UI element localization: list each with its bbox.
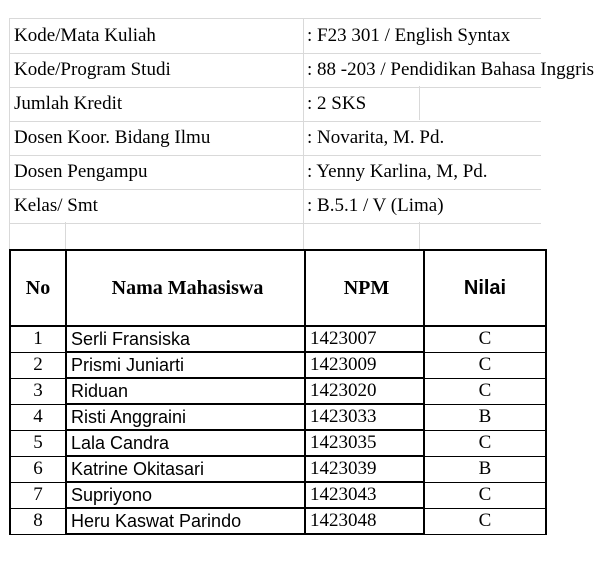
table-row — [10, 326, 546, 352]
cell-npm: 1423039 — [305, 456, 424, 482]
table-row — [10, 430, 546, 456]
cell-name: Risti Anggraini — [66, 404, 305, 430]
info-row-program — [9, 53, 594, 88]
info-label: Dosen Koor. Bidang Ilmu — [14, 127, 211, 148]
info-row-credits — [9, 87, 541, 122]
column-header-no: No — [10, 250, 66, 326]
info-row-lecturer — [9, 155, 541, 190]
info-value: : F23 301 / English Syntax — [307, 25, 511, 46]
grid-line — [65, 222, 66, 250]
info-value: : Novarita, M. Pd. — [307, 127, 445, 148]
info-row-coordinator — [9, 121, 541, 156]
table-row — [10, 456, 546, 482]
table-row — [10, 352, 546, 378]
info-label: Kelas/ Smt — [14, 195, 98, 216]
column-header-name: Nama Mahasiswa — [66, 250, 305, 326]
info-label: Kode/Program Studi — [14, 59, 171, 80]
cell-nilai: C — [424, 326, 546, 352]
cell-npm: 1423009 — [305, 352, 424, 378]
cell-nilai: C — [424, 430, 546, 456]
cell-name: Serli Fransiska — [66, 326, 305, 352]
table-row — [10, 508, 546, 534]
cell-nilai: C — [424, 378, 546, 404]
grid-line — [419, 222, 420, 250]
info-label: Jumlah Kredit — [14, 93, 123, 114]
cell-no: 7 — [10, 482, 66, 508]
cell-npm: 1423048 — [305, 508, 424, 534]
table-row — [10, 482, 546, 508]
cell-npm: 1423020 — [305, 378, 424, 404]
cell-nilai: B — [424, 404, 546, 430]
column-header-nilai: Nilai — [424, 250, 546, 326]
cell-name: Riduan — [66, 378, 305, 404]
student-grade-table — [9, 249, 547, 535]
info-value: : 88 -203 / Pendidikan Bahasa Inggris — [307, 59, 594, 80]
info-label: Dosen Pengampu — [14, 161, 148, 182]
cell-npm: 1423007 — [305, 326, 424, 352]
table-header-row — [10, 250, 546, 326]
cell-npm: 1423035 — [305, 430, 424, 456]
cell-name: Katrine Okitasari — [66, 456, 305, 482]
info-value: : B.5.1 / V (Lima) — [307, 195, 444, 216]
cell-nilai: C — [424, 508, 546, 534]
cell-no: 3 — [10, 378, 66, 404]
cell-npm: 1423043 — [305, 482, 424, 508]
column-header-npm: NPM — [305, 250, 424, 326]
cell-no: 2 — [10, 352, 66, 378]
table-row — [10, 404, 546, 430]
info-value: : 2 SKS — [307, 93, 367, 114]
cell-name: Heru Kaswat Parindo — [66, 508, 305, 534]
cell-no: 8 — [10, 508, 66, 534]
cell-no: 5 — [10, 430, 66, 456]
info-row-class — [9, 189, 541, 224]
table-row — [10, 378, 546, 404]
info-label: Kode/Mata Kuliah — [14, 25, 156, 46]
info-value: : Yenny Karlina, M, Pd. — [307, 161, 488, 182]
cell-npm: 1423033 — [305, 404, 424, 430]
cell-no: 1 — [10, 326, 66, 352]
cell-name: Prismi Juniarti — [66, 352, 305, 378]
cell-name: Supriyono — [66, 482, 305, 508]
info-row-course — [9, 19, 541, 54]
cell-no: 4 — [10, 404, 66, 430]
cell-no: 6 — [10, 456, 66, 482]
cell-name: Lala Candra — [66, 430, 305, 456]
cell-nilai: C — [424, 352, 546, 378]
cell-nilai: B — [424, 456, 546, 482]
cell-nilai: C — [424, 482, 546, 508]
